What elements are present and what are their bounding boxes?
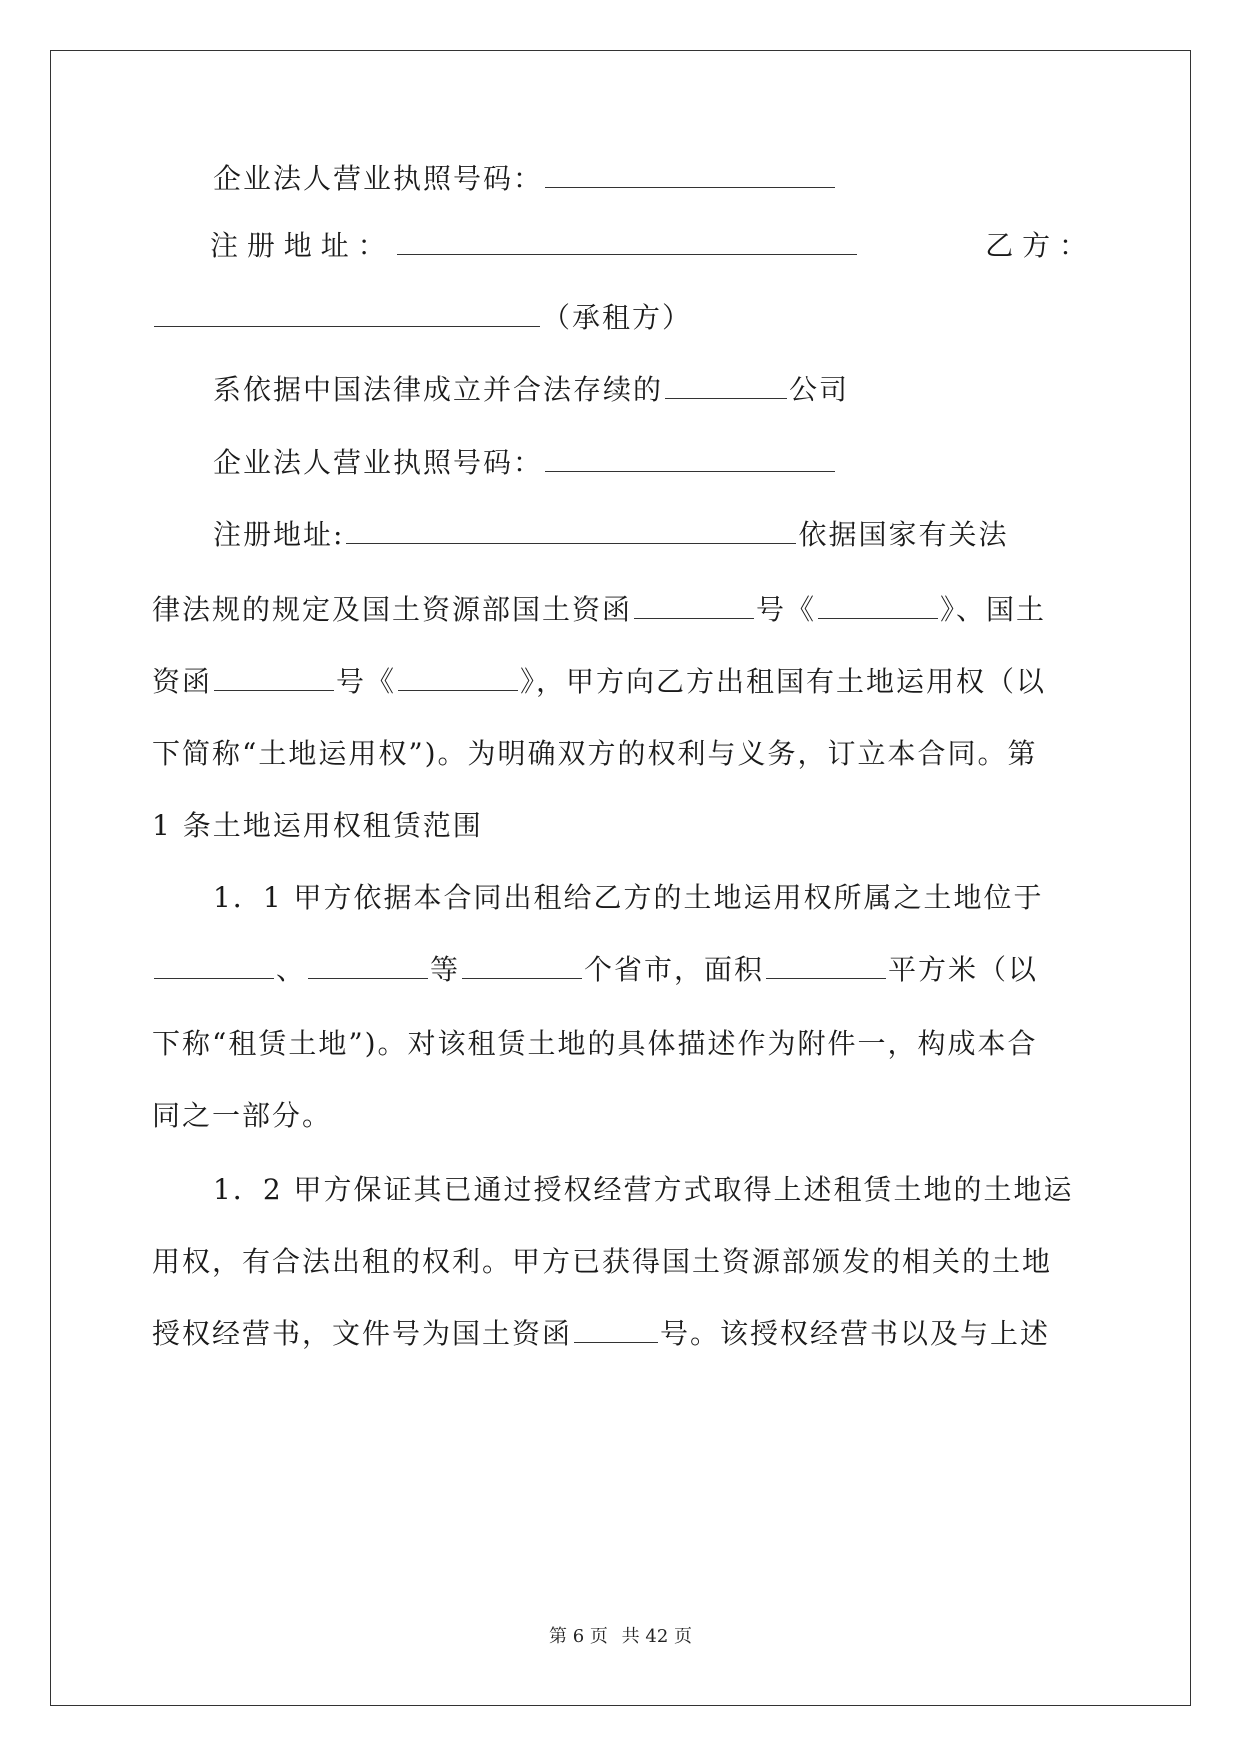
page-footer <box>0 1622 1241 1648</box>
text: 1．1 甲方依据本合同出租给乙方的土地运用权所属之土地位于 <box>213 881 1044 914</box>
blank-field[interactable] <box>214 668 334 691</box>
line-clause-1-2 <box>213 1173 1074 1206</box>
line-company <box>213 373 850 406</box>
text: 》，甲方向乙方出租国有土地运用权（以 <box>520 665 1047 698</box>
blank-field[interactable] <box>398 668 518 691</box>
line-clause-1-1-b <box>152 953 1039 986</box>
text: 下简称“土地运用权”)。为明确双方的权利与义务，订立本合同。第 <box>152 737 1038 770</box>
text: 系依据中国法律成立并合法存续的 <box>213 373 664 406</box>
line-lessee <box>152 301 693 334</box>
text: 律法规的规定及国土资源部国土资函 <box>152 593 633 626</box>
line-clause-1-1 <box>213 881 1044 914</box>
line-body-1 <box>152 593 1047 626</box>
blank-field[interactable] <box>308 956 428 979</box>
page-number: 第 6 页 <box>549 1626 608 1647</box>
page-total: 共 42 页 <box>621 1626 692 1647</box>
text: 依据国家有关法 <box>798 518 1009 551</box>
blank-field[interactable] <box>665 376 787 399</box>
article-title: 1 条土地运用权租赁范围 <box>152 809 483 842</box>
line-clause-1-1-c <box>152 1027 1038 1060</box>
line-license-b <box>213 446 837 479</box>
text: 号《 <box>756 593 817 626</box>
page-border <box>50 50 1191 1706</box>
text: 资函 <box>152 665 213 698</box>
blank-field[interactable] <box>634 596 754 619</box>
blank-field[interactable] <box>545 165 835 188</box>
blank-field[interactable] <box>154 304 540 327</box>
line-body-3 <box>152 737 1038 770</box>
blank-field[interactable] <box>346 521 796 544</box>
blank-field[interactable] <box>545 449 835 472</box>
label: 注册地址: <box>213 518 345 551</box>
line-article-1-title <box>152 809 483 842</box>
lessee-label: （承租方） <box>542 301 693 334</box>
text: 用权，有合法出租的权利。甲方已获得国土资源部颁发的相关的土地 <box>152 1245 1053 1278</box>
blank-field[interactable] <box>397 232 857 255</box>
text: 平方米（以 <box>888 953 1039 986</box>
blank-field[interactable] <box>154 956 274 979</box>
line-clause-1-1-d <box>152 1099 333 1132</box>
text: 、 <box>276 953 307 986</box>
blank-field[interactable] <box>462 956 582 979</box>
text: 号《 <box>336 665 397 698</box>
text: 1．2 甲方保证其已通过授权经营方式取得上述租赁土地的土地运 <box>213 1173 1074 1206</box>
text: 号。该授权经营书以及与上述 <box>660 1317 1051 1350</box>
text: 》、国土 <box>940 593 1047 626</box>
blank-field[interactable] <box>818 596 938 619</box>
party-b-label: 乙 方 ： <box>985 229 1087 262</box>
line-body-2 <box>152 665 1047 698</box>
label-group <box>210 229 859 262</box>
label: 注 册 地 址 ： <box>210 229 386 262</box>
blank-field[interactable] <box>574 1320 658 1343</box>
line-address-a <box>210 229 1087 262</box>
label: 企业法人营业执照号码： <box>213 162 544 195</box>
text: 个省市，面积 <box>584 953 765 986</box>
line-clause-1-2-c <box>152 1317 1051 1350</box>
text: 授权经营书，文件号为国土资函 <box>152 1317 573 1350</box>
line-address-b <box>213 518 1009 551</box>
line-license-a <box>213 162 837 195</box>
text: 公司 <box>789 373 850 406</box>
label: 企业法人营业执照号码： <box>213 446 544 479</box>
text: 等 <box>430 953 461 986</box>
blank-field[interactable] <box>766 956 886 979</box>
text: 下称“租赁土地”)。对该租赁土地的具体描述作为附件一，构成本合 <box>152 1027 1038 1060</box>
line-clause-1-2-b <box>152 1245 1053 1278</box>
text: 同之一部分。 <box>152 1099 333 1132</box>
